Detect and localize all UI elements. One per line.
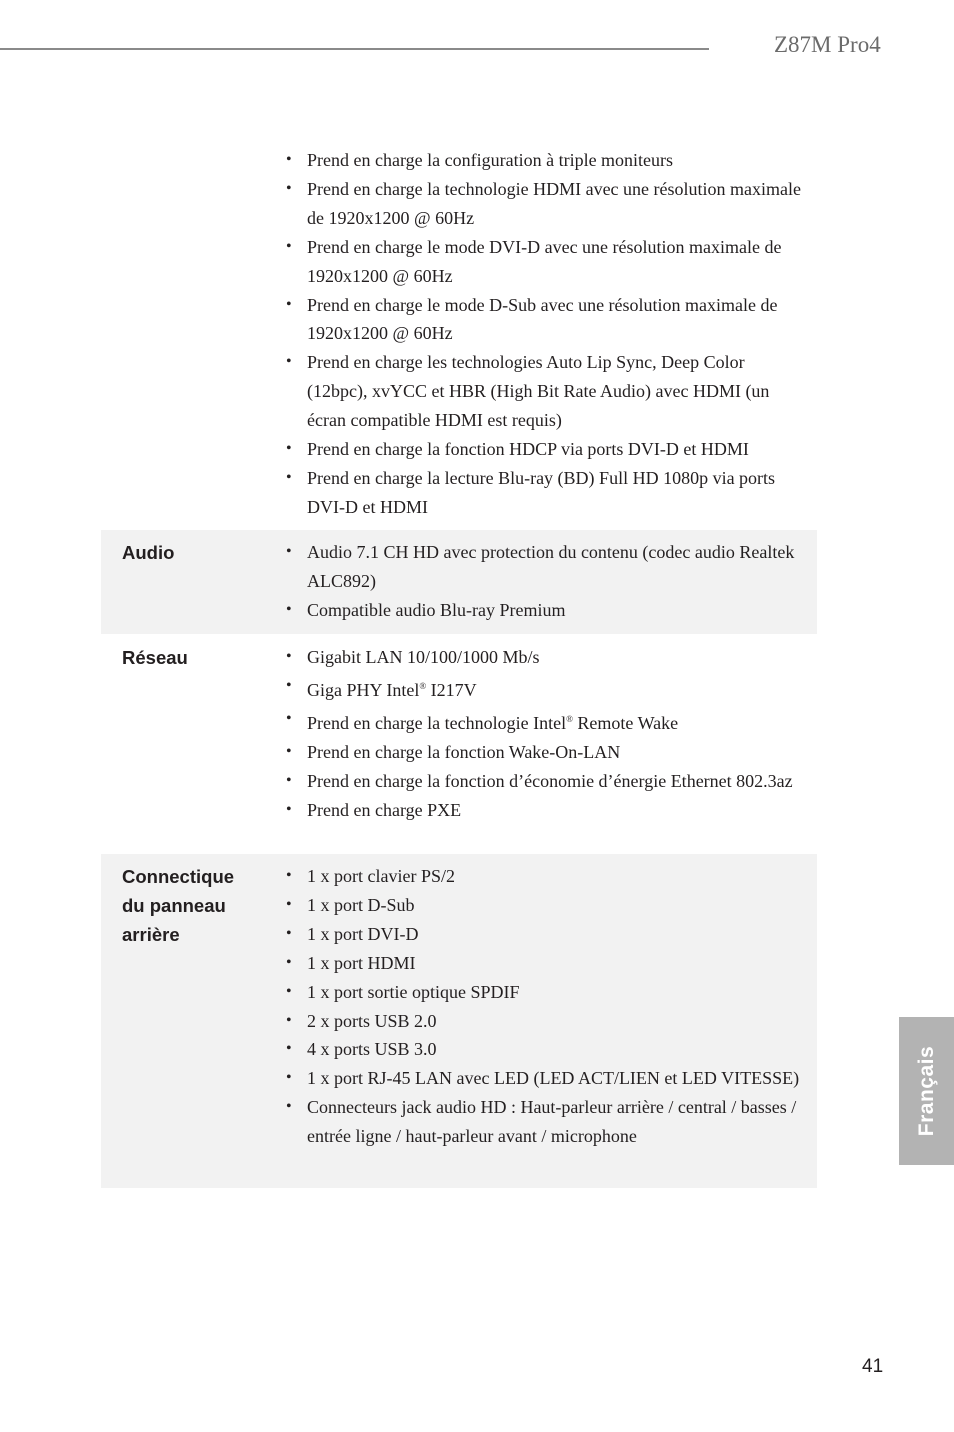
- list-item: [307, 705, 807, 738]
- list-item: • 1 x port DVI-D: [307, 920, 807, 949]
- spec-row-reseau: [101, 634, 817, 854]
- spec-row-connectique: [101, 854, 817, 1188]
- language-tab-label: Français: [914, 1045, 938, 1137]
- list-item: • Prend en charge le mode DVI-D avec une résolution maximale de 1920x1200 @ 60Hz: [307, 233, 807, 291]
- header-rule: [0, 48, 709, 50]
- list-item-text: Prend en charge la technologie Intel: [307, 712, 567, 733]
- list-item: • Prend en charge la fonction d’économie d’énergie Ethernet 802.3az: [307, 767, 807, 796]
- list-item-text: Remote Wake: [572, 712, 679, 733]
- list-item: • Gigabit LAN 10/100/1000 Mb/s: [307, 643, 807, 672]
- list-item: • 4 x ports USB 3.0: [307, 1035, 807, 1064]
- spec-label-reseau: Réseau: [122, 647, 188, 668]
- language-tab: [899, 1017, 954, 1165]
- list-item: • 2 x ports USB 2.0: [307, 1007, 807, 1036]
- list-item-text: I217V: [426, 679, 477, 700]
- list-item: • 1 x port RJ-45 LAN avec LED (LED ACT/LIEN et LED VITESSE): [307, 1064, 807, 1093]
- spec-table: [101, 140, 817, 1188]
- list-item: • Prend en charge la technologie HDMI avec une résolution maximale de 1920x1200 @ 60Hz: [307, 175, 807, 233]
- list-item: • Prend en charge la fonction HDCP via ports DVI-D et HDMI: [307, 435, 807, 464]
- list-item: • 1 x port HDMI: [307, 949, 807, 978]
- list-item: • Prend en charge la lecture Blu-ray (BD) Full HD 1080p via ports DVI-D et HDMI: [307, 464, 807, 522]
- list-item: • 1 x port clavier PS/2: [307, 862, 807, 891]
- list-item: • Prend en charge les technologies Auto Lip Sync, Deep Color (12bpc), xvYCC et HBR (High Bit Rate Audio) avec HDMI (un écran compatible HDMI est requis): [307, 348, 807, 435]
- list-item: • Prend en charge PXE: [307, 796, 807, 825]
- list-item: • Connecteurs jack audio HD : Haut-parleur arrière / central / basses / entrée ligne / haut-parleur avant / microphone: [307, 1093, 807, 1151]
- list-item: • Audio 7.1 CH HD avec protection du contenu (codec audio Realtek ALC892): [307, 538, 807, 596]
- list-item: • 1 x port D-Sub: [307, 891, 807, 920]
- registered-mark: ®: [566, 713, 573, 724]
- spec-list-graphics: [101, 146, 817, 522]
- page-number: 41: [862, 1356, 884, 1377]
- spec-row-audio: [101, 530, 817, 634]
- model-title: Z87M Pro4: [774, 32, 881, 57]
- list-item: • Compatible audio Blu-ray Premium: [307, 596, 807, 625]
- list-item: • Prend en charge la fonction Wake-On-LAN: [307, 738, 807, 767]
- spec-label-connectique: Connectique du panneau arrière: [122, 866, 235, 945]
- spec-row-graphics: [101, 140, 817, 530]
- list-item: • Prend en charge la configuration à triple moniteurs: [307, 146, 807, 175]
- list-item: • Prend en charge le mode D-Sub avec une résolution maximale de 1920x1200 @ 60Hz: [307, 291, 807, 349]
- spec-label-audio: Audio: [122, 542, 175, 563]
- list-item-text: Giga PHY Intel: [307, 679, 420, 700]
- list-item: • 1 x port sortie optique SPDIF: [307, 978, 807, 1007]
- registered-mark: ®: [419, 680, 427, 691]
- list-item: [307, 672, 807, 705]
